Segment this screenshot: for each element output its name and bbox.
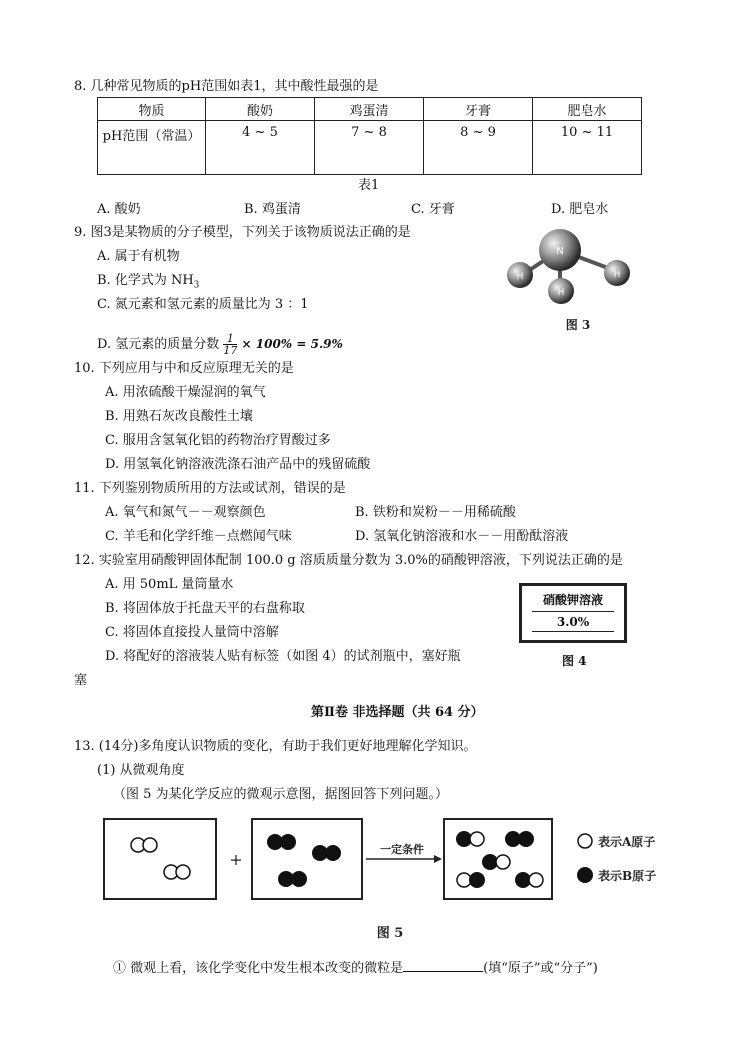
atom-b <box>469 872 485 888</box>
table-header-cell: 肥皂水 <box>533 98 642 121</box>
q11-stem: 11. 下列鉴别物质所用的方法或试剂，错误的是 <box>74 481 346 496</box>
q8-option-b: B. 鸡蛋清 <box>244 202 301 217</box>
table-header-cell: 鸡蛋清 <box>315 98 424 121</box>
q9-option-c: C. 氮元素和氢元素的质量比为 3 ：1 <box>97 297 309 312</box>
label-title: 硝酸钾溶液 <box>542 593 603 607</box>
plus-sign: + <box>229 850 243 869</box>
atom-b <box>518 831 534 847</box>
svg-text:H: H <box>613 270 621 280</box>
legend-label-a: 表示A原子 <box>598 835 656 849</box>
figure-5-caption: 图 5 <box>376 926 404 941</box>
svg-text:H: H <box>557 288 565 298</box>
q13-stem: 13. (14分)多角度认识物质的变化，有助于我们更好地理解化学知识。 <box>74 739 477 754</box>
arrow-head <box>434 855 442 863</box>
q9-option-b: B. 化学式为 $NH_3$ <box>97 273 200 291</box>
q10-option-c: C. 服用含氢氧化铝的药物治疗胃酸过多 <box>105 433 331 448</box>
q11-option-c: C. 羊毛和化学纤维－点燃闻气味 <box>105 529 292 544</box>
q13-sub1-note: （图 5 为某化学反应的微观示意图，据图回答下列问题。） <box>113 787 449 802</box>
answer-blank[interactable] <box>403 957 483 972</box>
molecule-model-figure <box>500 225 640 335</box>
reaction-diagram-figure <box>100 815 680 950</box>
q12-option-c: C. 将固体直接投人量筒中溶解 <box>105 625 279 640</box>
q10-stem: 10. 下列应用与中和反应原理无关的是 <box>74 361 294 376</box>
table-header-cell: 物质 <box>98 98 206 121</box>
q12-option-b: B. 将固体放于托盘天平的右盘称取 <box>105 601 305 616</box>
atom-a <box>176 865 190 879</box>
q10-option-d: D. 用氢氧化钠溶液洗涤石油产品中的残留硫酸 <box>105 457 371 472</box>
figure-3-caption: 图 3 <box>565 318 591 332</box>
label-concentration: 3.0% <box>556 615 590 629</box>
table-header-cell: 牙膏 <box>424 98 533 121</box>
q11-option-a: A. 氧气和氮气－－观察颜色 <box>105 505 266 520</box>
q8-option-a: A. 酸奶 <box>97 202 141 217</box>
svg-text:N: N <box>556 246 564 257</box>
legend-atom-a <box>578 834 592 848</box>
q10-option-b: B. 用熟石灰改良酸性土壤 <box>105 409 253 424</box>
atom-a <box>457 873 471 887</box>
q11-option-b: B. 铁粉和炭粉－－用稀硫酸 <box>355 505 516 520</box>
reagent-label-figure <box>519 583 627 643</box>
section-header: 第Ⅱ卷 非选择题（共 64 分） <box>311 705 484 720</box>
table-cell: 7 ~ 8 <box>315 121 424 175</box>
atom-a <box>496 855 510 869</box>
atom-b <box>291 871 307 887</box>
q10-option-a: A. 用浓硫酸干燥湿润的氧气 <box>105 385 266 400</box>
reactant-box-a <box>104 819 216 899</box>
figure-4-caption: 图 4 <box>562 654 587 668</box>
atom-a <box>143 838 157 852</box>
condition-label: 一定条件 <box>380 843 424 856</box>
q11-option-d: D. 氢氧化钠溶液和水－－用酚酞溶液 <box>355 529 569 544</box>
atom-a <box>529 873 543 887</box>
table-caption: 表1 <box>358 178 380 193</box>
q8-option-d: D. 肥皂水 <box>551 202 609 217</box>
q9-option-d: D. 氢元素的质量分数 $\frac{1}{17}$ × 100% = 5.9% <box>97 332 343 357</box>
mass-fraction: $\frac{1}{17}$ <box>223 332 238 357</box>
table-cell: 4 ~ 5 <box>206 121 315 175</box>
q9-stem: 9. 图3是某物质的分子模型，下列关于该物质说法正确的是 <box>74 225 411 240</box>
legend-label-b: 表示B原子 <box>598 869 657 883</box>
q12-option-a: A. 用 50mL 量筒量水 <box>105 577 234 592</box>
atom-b <box>325 845 341 861</box>
svg-text:H: H <box>516 272 524 282</box>
q12-stem: 12. 实验室用硝酸钾固体配制 100.0 g 溶质质量分数为 3.0%的硝酸钾溶液，下列说法正确的是 <box>74 553 623 568</box>
table-cell: 8 ~ 9 <box>424 121 533 175</box>
q13-sub1: (1) 从微观角度 <box>97 763 185 778</box>
table-cell: pH范围（常温） <box>98 121 206 175</box>
q8-option-c: C. 牙膏 <box>411 202 455 217</box>
q8-stem: 8. 几种常见物质的pH范围如表1，其中酸性最强的是 <box>74 79 379 94</box>
reactant-box-b <box>252 819 362 899</box>
q13-question-1: ① 微观上看，该化学变化中发生根本改变的微粒是 (填“原子”或“分子”) <box>113 957 598 978</box>
atom-a <box>470 832 484 846</box>
legend-atom-b <box>577 867 593 883</box>
q12-continuation: 塞 <box>74 673 88 688</box>
q9-option-a: A. 属于有机物 <box>97 249 180 264</box>
atom-b <box>280 834 296 850</box>
table-header-cell: 酸奶 <box>206 98 315 121</box>
q12-option-d: D. 将配好的溶液装人贴有标签（如图 4）的试剂瓶中，塞好瓶 <box>105 649 461 664</box>
table-cell: 10 ~ 11 <box>533 121 642 175</box>
ph-table <box>97 97 642 175</box>
